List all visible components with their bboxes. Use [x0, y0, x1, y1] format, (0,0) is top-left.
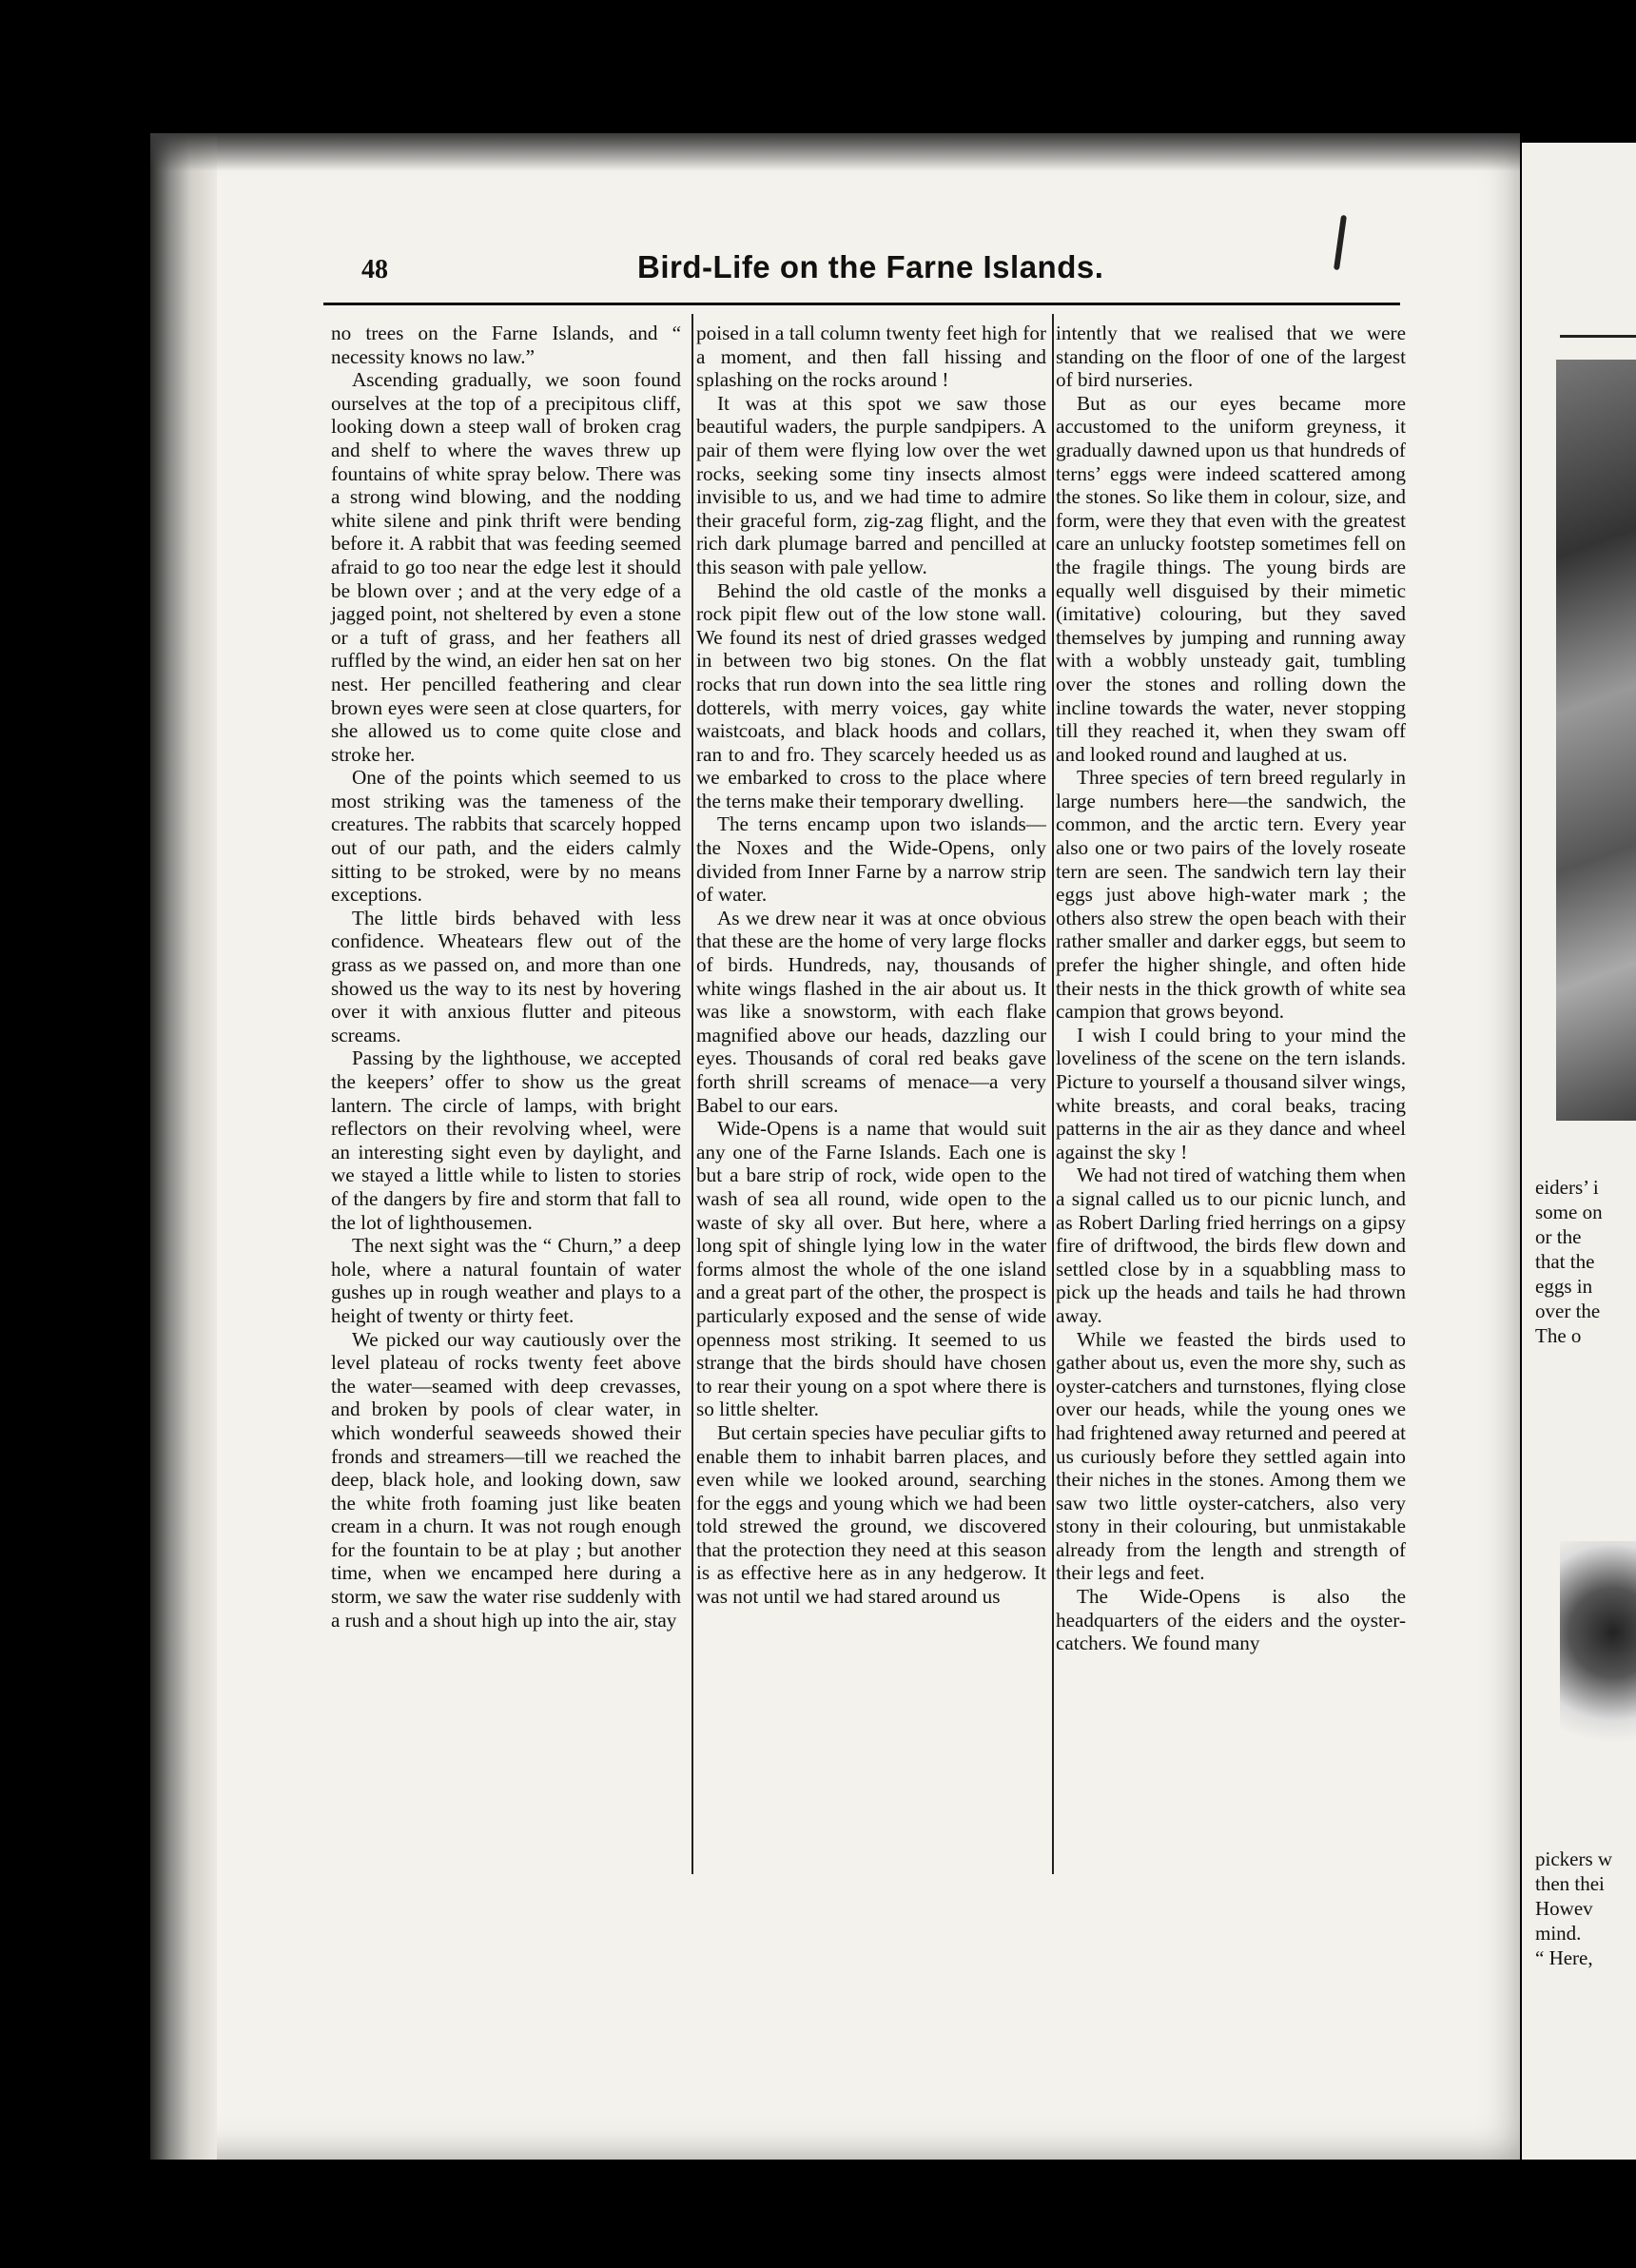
text-column-2	[696, 322, 1046, 1609]
adjacent-line: then thei	[1535, 1872, 1605, 1895]
adjacent-line: pickers w	[1535, 1848, 1613, 1870]
paragraph: As we drew near it was at once obvious that these are the home of very large flocks of birds. Hundreds, nay, thousands of white wings flashed in the air about us. It was like a snowstorm, with each flake magnified above our heads, dazzling our eyes. Thousands of coral red beaks gave forth shrill screams of menace—a very Babel to our ears.	[696, 906, 1046, 1117]
adjacent-line: eggs in	[1535, 1275, 1593, 1298]
paragraph: The little birds behaved with less confidence. Wheatears flew out of the grass as we passed on, and more than one showed us the way to its nest by hovering over it with anxious flutter and piteous screams.	[331, 906, 681, 1046]
paragraph: We had not tired of watching them when a signal called us to our picnic lunch, and as Robert Darling fried herrings on a gipsy fire of driftwood, the birds flew down and settled close by in a squabbling mass to pick up the heads and tails he had thrown away.	[1056, 1163, 1406, 1327]
adjacent-line: that the	[1535, 1250, 1595, 1273]
adjacent-page-rule	[1560, 335, 1636, 338]
page-number: 48	[361, 255, 388, 284]
running-header	[361, 249, 1398, 303]
running-title: Bird-Life on the Farne Islands.	[637, 249, 1104, 284]
paragraph: It was at this spot we saw those beautiful waders, the purple sandpipers. A pair of them were flying low over the wet rocks, seeking some tiny insects almost invisible to us, and we had time to admire their graceful form, zig-zag flight, and the rich dark plumage barred and pencilled at this season with pale yellow.	[696, 391, 1046, 578]
paragraph: While we feasted the birds used to gather about us, even the more shy, such as oyster-catchers and turnstones, flying close over our heads, while the young ones we had frightened away returned and peered at us curiously before they settled again into their niches in the stones. Among them we saw two little oyster-catchers, also very stony in their colouring, but unmistakable already from the length and strength of their legs and feet.	[1056, 1327, 1406, 1585]
top-shadow	[150, 133, 1520, 171]
paragraph: The terns encamp upon two islands—the Noxes and the Wide-Opens, only divided from Inner Farne by a narrow strip of water.	[696, 812, 1046, 907]
adjacent-line: or the	[1535, 1225, 1582, 1248]
text-column-1	[331, 322, 681, 1632]
paragraph: poised in a tall column twenty feet high for a moment, and then fall hissing and splashing on the rocks around !	[696, 322, 1046, 392]
paragraph: Ascending gradually, we soon found ourselves at the top of a precipitous cliff, looking down a steep wall of broken crag and shelf to where the waves threw up fountains of white spray below. There was a strong wind blowing, and the nodding white silene and pink thrift were bending before it. A rabbit that was feeding seemed afraid to go too near the edge lest it should be blown over ; and at the very edge of a jagged point, not sheltered by even a stone or a tuft of grass, and her feathers all ruffled by the wind, an eider hen sat on her nest. Her pencilled feathering and clear brown eyes were seen at close quarters, for she allowed us to come quite close and stroke her.	[331, 368, 681, 766]
paragraph: The Wide-Opens is also the headquarters of the eiders and the oyster-catchers. We found many	[1056, 1585, 1406, 1655]
paragraph: But certain species have peculiar gifts to enable them to inhabit barren places, and even while we looked around, searching for the eggs and young which we had been told strewed the ground, we discovered that the protection they need at this season is as effective here as in any hedgerow. It was not until we had stared around us	[696, 1420, 1046, 1609]
adjacent-line: mind.	[1535, 1922, 1582, 1945]
page-edge-shadow	[150, 133, 217, 2160]
adjacent-line: “ Here,	[1535, 1946, 1593, 1969]
column-divider-2	[1052, 314, 1054, 1874]
header-rule	[323, 303, 1400, 305]
adjacent-line: over the	[1535, 1300, 1601, 1322]
paragraph: Behind the old castle of the monks a rock pipit flew out of the low stone wall. We found its nest of dried grasses wedged in between two big stones. On the flat rocks that run down into the sea little ring dotterels, with merry voices, gay white waistcoats, and black hoods and collars, ran to and fro. They scarcely heeded us as we embarked to cross to the place where the terns make their temporary dwelling.	[696, 578, 1046, 812]
paragraph: no trees on the Farne Islands, and “ necessity knows no law.”	[331, 322, 681, 368]
text-column-3	[1056, 322, 1406, 1655]
adjacent-line: eiders’ i	[1535, 1176, 1599, 1199]
paragraph: Three species of tern breed regularly in large numbers here—the sandwich, the common, and the arctic tern. Every year also one or two pairs of the lovely roseate tern are seen. The sandwich tern lay their eggs just above high-water mark ; the others also strew the open beach with their rather smaller and darker eggs, but seem to prefer the higher shingle, and often hide their nests in the thick growth of white sea campion that grows beyond.	[1056, 766, 1406, 1024]
paragraph: Wide-Opens is a name that would suit any one of the Farne Islands. Each one is but a bare strip of rock, wide open to the wash of sea all round, wide open to the waste of sky all over. But here, where a long spit of shingle lying low in the water forms almost the whole of the one island and a great part of the other, the prospect is particularly exposed and the sense of wide openness most striking. It seemed to us strange that the birds should have chosen to rear their young on a spot where there is so little shelter.	[696, 1117, 1046, 1421]
paragraph: intently that we realised that we were standing on the floor of one of the largest of bird nurseries.	[1056, 322, 1406, 392]
adjacent-page-ornament	[1560, 1541, 1636, 1769]
adjacent-line: The o	[1535, 1324, 1582, 1347]
adjacent-line: some on	[1535, 1201, 1603, 1223]
column-divider-1	[691, 314, 693, 1874]
adjacent-page-photo	[1556, 360, 1636, 1121]
paragraph: One of the points which seemed to us most striking was the tameness of the creatures. The rabbits that scarcely hopped out of our path, and the eiders calmly sitting to be stroked, were by no means exceptions.	[331, 766, 681, 907]
paragraph: But as our eyes became more accustomed to the uniform greyness, it gradually dawned upon us that hundreds of terns’ eggs were indeed scattered among the stones. So like them in colour, size, and form, were they that even with the greatest care an unlucky footstep sometimes fell on the fragile things. The young birds are equally well disguised by their mimetic (imitative) colouring, but they saved themselves by jumping and running away with a wobbly unsteady gait, tumbling over the stones and rolling down the incline towards the water, never stopping till they reached it, when they swam off and looked round and laughed at us.	[1056, 391, 1406, 766]
paragraph: Passing by the lighthouse, we accepted the keepers’ offer to show us the great lantern. The circle of lamps, with bright reflectors on their revolving wheel, were an interesting sight even by daylight, and we stayed a little while to listen to stories of the dangers by fire and storm that fall to the lot of lighthousemen.	[331, 1046, 681, 1234]
paragraph: We picked our way cautiously over the level plateau of rocks twenty feet above the water—seamed with deep crevasses, and broken by pools of clear water, in which wonderful seaweeds showed their fronds and streamers—till we reached the deep, black hole, and looking down, saw the white froth foaming just like beaten cream in a churn. It was not rough enough for the fountain to be at play ; but another time, when we encamped here during a storm, we saw the water rise suddenly with a rush and a shout high up into the air, stay	[331, 1327, 681, 1632]
paragraph: The next sight was the “ Churn,” a deep hole, where a natural fountain of water gushes up in rough weather and plays to a height of twenty or thirty feet.	[331, 1234, 681, 1327]
adjacent-line: Howev	[1535, 1897, 1593, 1920]
paragraph: I wish I could bring to your mind the loveliness of the scene on the tern islands. Picture to yourself a thousand silver wings, white breasts, and coral beaks, tracing patterns in the air as they dance and wheel against the sky !	[1056, 1023, 1406, 1163]
